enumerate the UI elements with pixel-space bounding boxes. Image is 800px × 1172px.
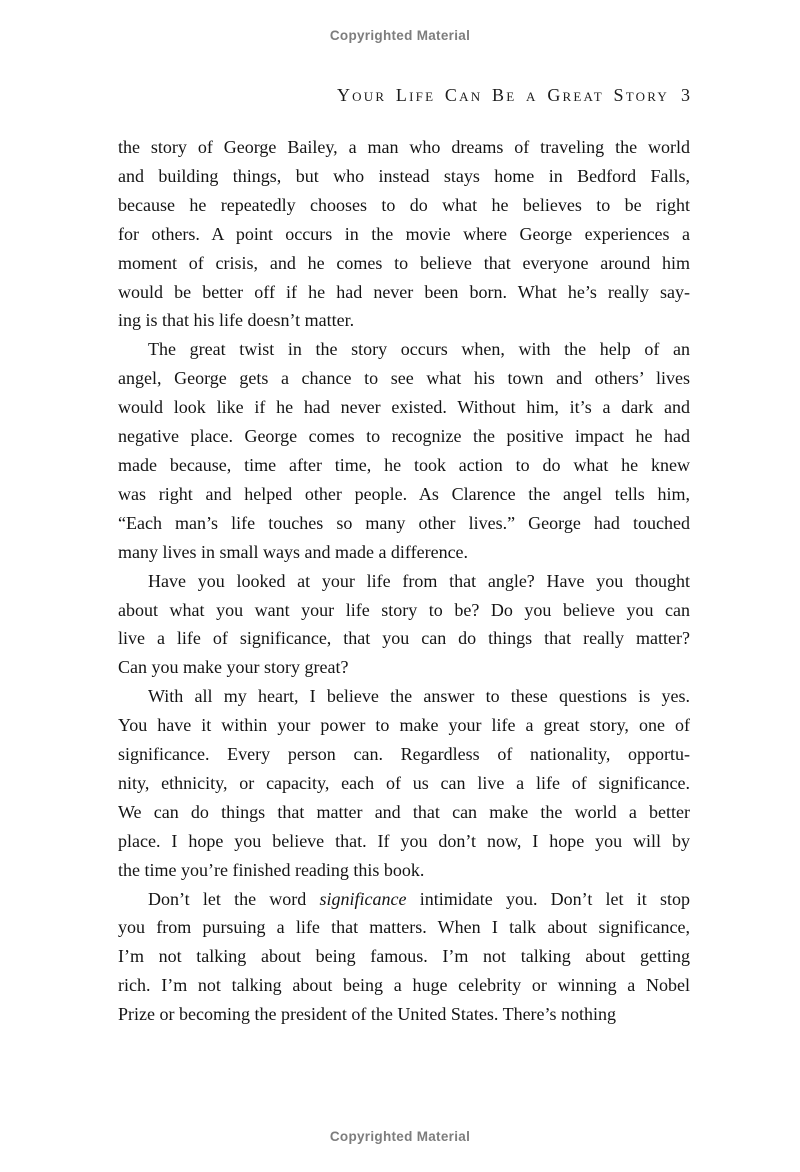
text-line (118, 451, 690, 480)
text-segment: “Each man’s life touches so many other lives.” George had touched (118, 512, 690, 533)
text-segment: moment of crisis, and he comes to believe that everyone around him (118, 252, 690, 273)
body-text (118, 133, 690, 1029)
text-segment: many lives in small ways and made a difference. (118, 541, 469, 562)
text-segment: you from pursuing a life that matters. When I talk about significance, (118, 917, 690, 938)
text-segment: place. I hope you believe that. If you don’t now, I hope you will by (118, 830, 690, 851)
text-line (118, 335, 690, 364)
text-segment: negative place. George comes to recognize the positive impact he had (118, 426, 690, 447)
copyright-watermark-top: Copyrighted Material (329, 28, 471, 43)
text-line (118, 249, 690, 278)
running-head (337, 85, 690, 106)
text-segment: nity, ethnicity, or capacity, each of us can live a life of significance. (118, 772, 690, 793)
text-line (118, 624, 690, 653)
text-line (118, 827, 690, 856)
text-segment: You have it within your power to make your life a great story, one of (118, 715, 690, 736)
text-segment: because he repeatedly chooses to do what he believes to be right (118, 194, 690, 215)
text-segment: the time you’re finished reading this book. (118, 859, 425, 880)
text-segment: Prize or becoming the president of the United States. There’s nothing (118, 1004, 617, 1025)
text-line (118, 740, 690, 769)
text-segment: about what you want your life story to be? Do you believe you can (118, 599, 690, 620)
text-segment: and building things, but who instead stays home in Bedford Falls, (118, 165, 690, 186)
text-line (118, 653, 690, 682)
text-line (118, 191, 690, 220)
text-line (118, 162, 690, 191)
text-line (118, 538, 690, 567)
text-segment: was right and helped other people. As Clarence the angel tells him, (118, 483, 690, 504)
text-segment: for others. A point occurs in the movie where George experiences a (118, 223, 690, 244)
text-segment: Have you looked at your life from that angle? Have you thought (148, 570, 690, 591)
text-line (118, 769, 690, 798)
text-segment: ing is that his life doesn’t matter. (118, 310, 355, 331)
text-line (118, 422, 690, 451)
text-line (118, 971, 690, 1000)
text-segment: would look like if he had never existed. Without him, it’s a dark and (118, 397, 690, 418)
text-line (118, 306, 690, 335)
text-line (118, 133, 690, 162)
text-line (118, 885, 690, 914)
text-segment: rich. I’m not talking about being a huge celebrity or winning a Nobel (118, 975, 690, 996)
text-line (118, 278, 690, 307)
text-line (118, 220, 690, 249)
text-line (118, 393, 690, 422)
text-segment: The great twist in the story occurs when, with the help of an (148, 339, 690, 360)
text-segment: significance. Every person can. Regardless of nationality, opportu- (118, 744, 690, 765)
running-head-title: Your Life Can Be a Great Story (336, 85, 669, 105)
text-segment: would be better off if he had never been born. What he’s really say- (118, 281, 690, 302)
text-segment: Can you make your story great? (118, 657, 349, 678)
text-segment: We can do things that matter and that can make the world a better (118, 801, 690, 822)
text-segment: live a life of significance, that you can do things that really matter? (118, 628, 690, 649)
copyright-watermark-bottom: Copyrighted Material (329, 1129, 471, 1144)
text-segment: Don’t let the word (148, 888, 320, 909)
text-line (118, 509, 690, 538)
emphasis-text: significance (319, 888, 407, 909)
text-segment: intimidate you. Don’t let it stop (406, 888, 690, 909)
text-line (118, 364, 690, 393)
text-segment: angel, George gets a chance to see what his town and others’ lives (118, 368, 690, 389)
text-line (118, 798, 690, 827)
text-line (118, 596, 690, 625)
text-segment: I’m not talking about being famous. I’m not talking about getting (118, 946, 690, 967)
text-line (118, 711, 690, 740)
text-line (118, 567, 690, 596)
text-line (118, 1000, 690, 1029)
page-number: 3 (681, 85, 690, 105)
text-line (118, 856, 690, 885)
text-line (118, 682, 690, 711)
text-line (118, 942, 690, 971)
text-segment: With all my heart, I believe the answer to these questions is yes. (148, 686, 690, 707)
text-line (118, 913, 690, 942)
text-segment: made because, time after time, he took action to do what he knew (118, 454, 690, 475)
text-line (118, 480, 690, 509)
text-segment: the story of George Bailey, a man who dreams of traveling the world (118, 137, 690, 157)
